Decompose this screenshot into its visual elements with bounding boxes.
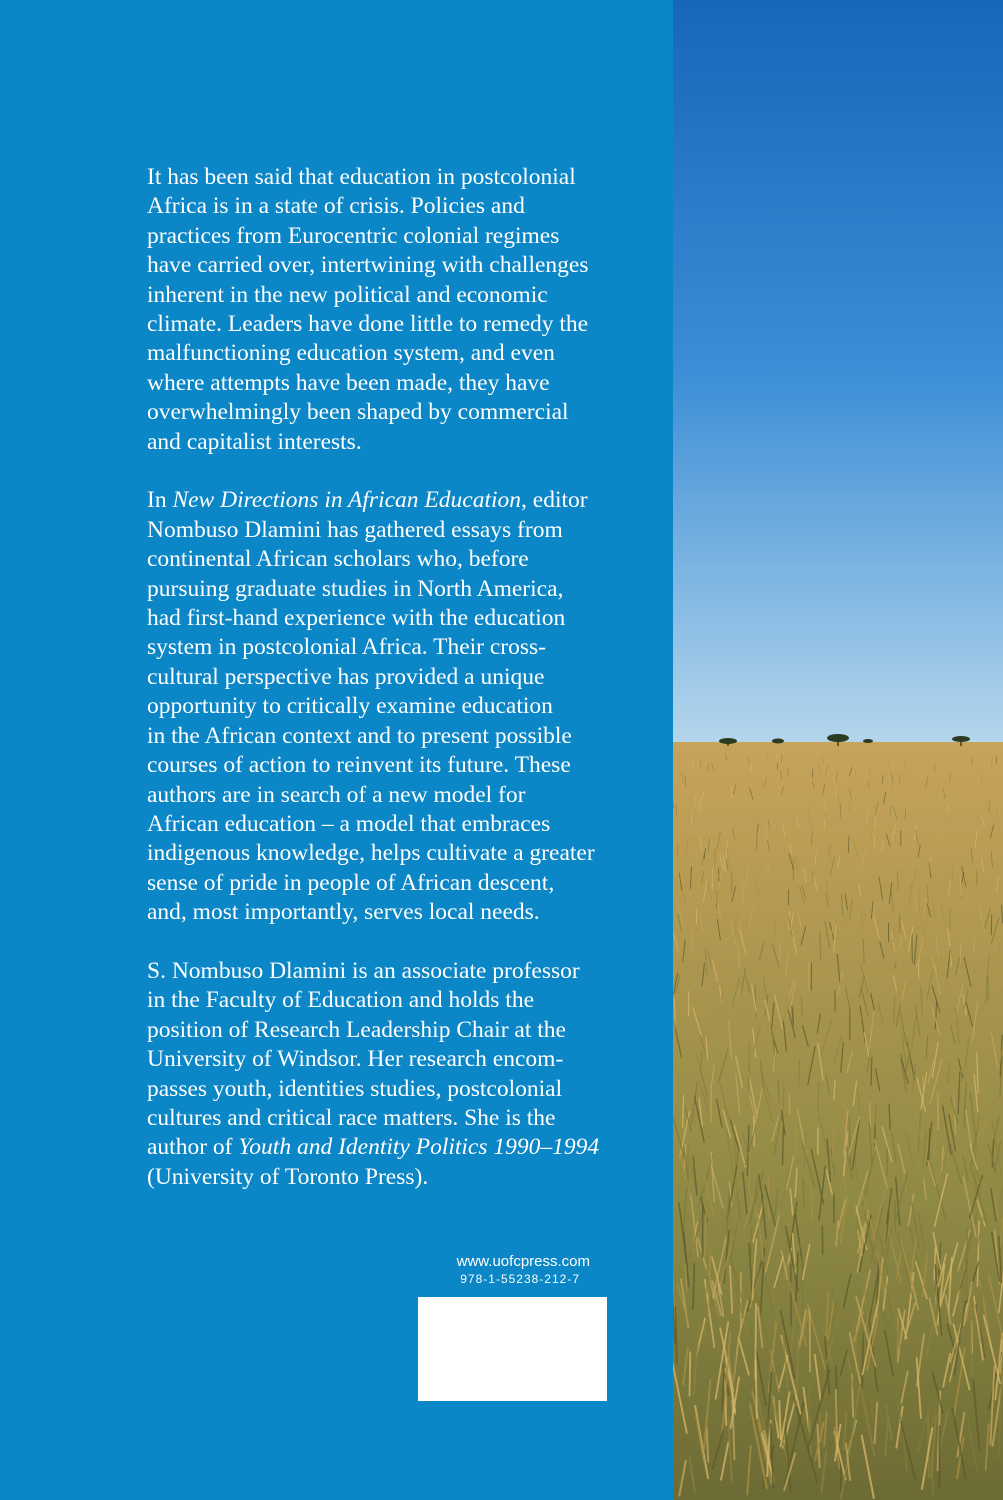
grass-blade bbox=[923, 1077, 924, 1100]
text-line: It has been said that education in postcolonial bbox=[147, 164, 576, 190]
grass-blade bbox=[751, 1227, 752, 1258]
text-line: (University of Toronto Press). bbox=[147, 1163, 429, 1190]
grass-blade bbox=[976, 1186, 977, 1223]
grass-blade bbox=[783, 1127, 784, 1165]
grass-blade bbox=[833, 1120, 834, 1161]
grass-blade bbox=[820, 932, 821, 960]
grass-blade bbox=[808, 962, 809, 992]
text-line: cultures and critical race matters. She is the bbox=[147, 1104, 556, 1131]
text-line: cultural perspective has provided a unique bbox=[147, 663, 545, 690]
book-title: New Directions in African Education bbox=[172, 487, 522, 514]
text-line: pursuing graduate studies in North America, bbox=[147, 575, 564, 602]
grass-blade bbox=[690, 1352, 691, 1396]
text-line: courses of action to reinvent its future. These bbox=[147, 752, 571, 779]
grass-blade bbox=[870, 1103, 871, 1126]
text-line: system in postcolonial Africa. Their cross- bbox=[147, 634, 546, 661]
text-line: sense of pride in people of African descent, bbox=[147, 869, 555, 896]
savanna-photo bbox=[673, 0, 1003, 1500]
grass-blade bbox=[856, 1216, 857, 1265]
grass-blade bbox=[981, 1281, 982, 1325]
text-line: authors are in search of a new model for bbox=[147, 781, 526, 808]
text-line: inherent in the new political and economic bbox=[147, 281, 548, 308]
text-line: University of Windsor. Her research encom- bbox=[147, 1046, 564, 1073]
text-line: opportunity to critically examine education bbox=[147, 693, 553, 720]
text-line: passes youth, identities studies, postcolonial bbox=[147, 1075, 563, 1102]
previous-book-title: Youth and Identity Politics 1990–1994 bbox=[238, 1134, 600, 1161]
text-line: climate. Leaders have done little to remedy the bbox=[147, 311, 589, 338]
back-cover-blurb bbox=[147, 163, 617, 1222]
text-line: and, most importantly, serves local needs. bbox=[147, 899, 540, 926]
text-line: African education – a model that embraces bbox=[147, 810, 551, 837]
text-fragment: , editor bbox=[521, 487, 588, 514]
text-line: in the African context and to present possible bbox=[147, 722, 572, 749]
grass-blade bbox=[875, 1082, 876, 1124]
text-line bbox=[147, 1133, 617, 1162]
publisher-url[interactable]: www.uofcpress.com bbox=[456, 1253, 590, 1270]
synopsis-paragraph bbox=[147, 163, 617, 457]
text-line: overwhelmingly been shaped by commercial bbox=[147, 399, 569, 426]
grass-blade bbox=[810, 1311, 811, 1372]
text-line: where attempts have been made, they have bbox=[147, 369, 550, 396]
savanna-landscape-image bbox=[673, 0, 1003, 1500]
text-line: Africa is in a state of crisis. Policies and bbox=[147, 193, 525, 220]
text-fragment: In bbox=[147, 487, 173, 514]
grass-blade bbox=[825, 800, 826, 810]
grass-blade bbox=[789, 1094, 790, 1114]
author-bio-paragraph bbox=[147, 957, 617, 1192]
grass-blade bbox=[766, 1020, 767, 1051]
text-line: Nombuso Dlamini has gathered essays from bbox=[147, 516, 563, 543]
grass-blade bbox=[715, 849, 716, 866]
text-line: had first-hand experience with the education bbox=[147, 605, 566, 632]
grass-blade bbox=[928, 1411, 929, 1477]
book-description-paragraph bbox=[147, 486, 617, 927]
text-line: indigenous knowledge, helps cultivate a greater bbox=[147, 840, 595, 867]
text-line: position of Research Leadership Chair at the bbox=[147, 1016, 566, 1043]
grass-blade bbox=[683, 1096, 684, 1128]
text-line bbox=[147, 486, 617, 515]
grass-blade bbox=[966, 1230, 967, 1296]
text-line: have carried over, intertwining with challenges bbox=[147, 252, 589, 279]
grass-blade bbox=[898, 871, 899, 890]
text-line: and capitalist interests. bbox=[147, 428, 362, 455]
grass-blade bbox=[783, 1083, 784, 1122]
text-line: practices from Eurocentric colonial regimes bbox=[147, 222, 560, 249]
text-line: malfunctioning education system, and even bbox=[147, 340, 555, 367]
barcode-area bbox=[418, 1297, 607, 1401]
grass-blade bbox=[844, 1090, 845, 1131]
text-line: S. Nombuso Dlamini is an associate professor bbox=[147, 957, 580, 984]
grass-blade bbox=[803, 1179, 804, 1208]
grass-blade bbox=[676, 804, 677, 817]
text-line: in the Faculty of Education and holds the bbox=[147, 987, 535, 1014]
grass-blade bbox=[871, 1058, 872, 1086]
grass-blade bbox=[755, 1304, 756, 1379]
isbn: 978-1-55238-212-7 bbox=[460, 1272, 580, 1286]
text-line: continental African scholars who, before bbox=[147, 546, 529, 573]
text-fragment: author of bbox=[147, 1134, 239, 1161]
publisher-info bbox=[418, 1252, 607, 1287]
grass-blade bbox=[757, 834, 758, 850]
